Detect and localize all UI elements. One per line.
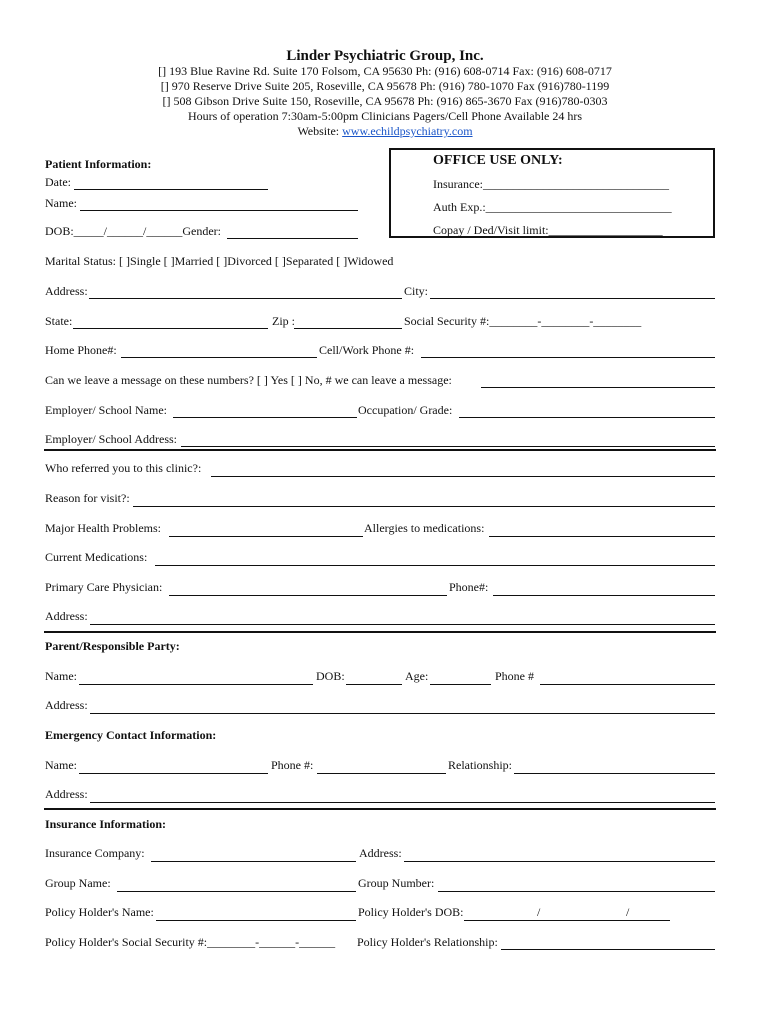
state-label: State: [45, 314, 73, 328]
state-field[interactable] [73, 328, 268, 329]
zip-label: Zip : [272, 314, 295, 328]
home-phone-label: Home Phone#: [45, 343, 117, 357]
leave-message-label[interactable]: Can we leave a message on these numbers? [ ] Yes [ ] No, # we can leave a message: [45, 373, 452, 387]
patient-info-heading: Patient Information: [45, 157, 152, 171]
ssn-field[interactable]: Social Security #:________-________-________ [404, 314, 642, 328]
website-link[interactable]: www.echildpsychiatry.com [342, 124, 473, 138]
emergency-heading: Emergency Contact Information: [45, 728, 217, 742]
address-line-1: [] 193 Blue Ravine Rd. Suite 170 Folsom, CA 95630 Ph: (916) 608-0714 Fax: (916) 608-0717 [158, 64, 612, 78]
health-problems-field[interactable] [169, 536, 363, 537]
dob-slash: / [626, 905, 630, 919]
parent-phone-label: Phone # [495, 669, 534, 683]
message-number-field[interactable] [481, 387, 715, 388]
insurance-heading: Insurance Information: [45, 817, 167, 831]
employer-label: Employer/ School Name: [45, 403, 167, 417]
section-divider [44, 449, 716, 451]
parent-phone-field[interactable] [540, 684, 715, 685]
insurance-company-label: Insurance Company: [45, 846, 145, 860]
hours-line: Hours of operation 7:30am-5:00pm Clinicians Pagers/Cell Phone Available 24 hrs [187, 109, 583, 123]
emergency-address-label: Address: [45, 787, 88, 801]
office-use-box [389, 148, 715, 238]
website-line [0, 124, 770, 139]
emergency-name-field[interactable] [79, 773, 268, 774]
reason-field[interactable] [133, 506, 715, 507]
holder-name-label: Policy Holder's Name: [45, 905, 154, 919]
holder-name-field[interactable] [156, 920, 356, 921]
insurance-company-field[interactable] [151, 861, 356, 862]
parent-name-field[interactable] [79, 684, 313, 685]
insurance-address-field[interactable] [404, 861, 715, 862]
pcp-phone-label: Phone#: [449, 580, 489, 594]
parent-name-label: Name: [45, 669, 77, 683]
allergies-label: Allergies to medications: [364, 521, 485, 535]
group-name-label: Group Name: [45, 876, 111, 890]
zip-field[interactable] [294, 328, 402, 329]
address-label: Address: [45, 284, 88, 298]
relationship-field[interactable] [514, 773, 715, 774]
office-insurance-field[interactable]: Insurance:_______________________________ [433, 177, 669, 191]
emergency-phone-label: Phone #: [271, 758, 314, 772]
website-label: Website: [297, 124, 343, 138]
address-line-2: [] 970 Reserve Drive Suite 205, Roseville, CA 95678 Ph: (916) 780-1070 Fax (916)780-1199 [160, 79, 610, 93]
group-number-field[interactable] [438, 891, 715, 892]
name-field[interactable] [80, 210, 358, 211]
office-auth-field[interactable]: Auth Exp.:_______________________________ [433, 200, 672, 214]
pcp-address-label: Address: [45, 609, 88, 623]
allergies-field[interactable] [489, 536, 715, 537]
address-line-3: [] 508 Gibson Drive Suite 150, Roseville, CA 95678 Ph: (916) 865-3670 Fax (916)780-0303 [162, 94, 608, 108]
health-problems-label: Major Health Problems: [45, 521, 161, 535]
emergency-address-field[interactable] [90, 802, 715, 803]
parent-address-field[interactable] [90, 713, 715, 714]
section-divider [44, 808, 716, 810]
name-label: Name: [45, 196, 77, 210]
parent-heading: Parent/Responsible Party: [45, 639, 180, 653]
parent-age-label: Age: [405, 669, 429, 683]
medications-field[interactable] [155, 565, 715, 566]
cell-phone-field[interactable] [421, 357, 715, 358]
referred-field[interactable] [211, 476, 715, 477]
office-use-title: OFFICE USE ONLY: [433, 153, 563, 168]
employer-field[interactable] [173, 417, 357, 418]
pcp-field[interactable] [169, 595, 447, 596]
home-phone-field[interactable] [121, 357, 317, 358]
group-number-label: Group Number: [358, 876, 435, 890]
gender-field[interactable] [227, 238, 358, 239]
medications-label: Current Medications: [45, 550, 148, 564]
clinic-header [0, 49, 770, 139]
holder-relationship-field[interactable] [501, 949, 715, 950]
group-name-field[interactable] [117, 891, 356, 892]
section-divider [44, 631, 716, 633]
reason-label: Reason for visit?: [45, 491, 130, 505]
parent-address-label: Address: [45, 698, 88, 712]
date-field[interactable] [74, 189, 268, 190]
holder-dob-label: Policy Holder's DOB: [358, 905, 464, 919]
relationship-label: Relationship: [448, 758, 512, 772]
parent-age-field[interactable] [430, 684, 491, 685]
cell-phone-label: Cell/Work Phone #: [319, 343, 415, 357]
holder-ssn-field[interactable]: Policy Holder's Social Security #:________-______-______ [45, 935, 336, 949]
dob-gender-label: DOB:_____/______/______Gender: [45, 224, 221, 238]
pcp-address-field[interactable] [90, 624, 715, 625]
employer-address-field[interactable] [181, 446, 715, 447]
pcp-label: Primary Care Physician: [45, 580, 163, 594]
insurance-address-label: Address: [359, 846, 402, 860]
city-label: City: [404, 284, 429, 298]
occupation-label: Occupation/ Grade: [358, 403, 453, 417]
office-copay-field[interactable]: Copay / Ded/Visit limit:___________________ [433, 223, 663, 237]
holder-relationship-label: Policy Holder's Relationship: [357, 935, 498, 949]
emergency-phone-field[interactable] [317, 773, 446, 774]
marital-status-options[interactable]: Marital Status: [ ]Single [ ]Married [ ]Divorced [ ]Separated [ ]Widowed [45, 254, 394, 268]
occupation-field[interactable] [459, 417, 715, 418]
clinic-name: Linder Psychiatric Group, Inc. [286, 48, 484, 64]
emergency-name-label: Name: [45, 758, 77, 772]
employer-address-label: Employer/ School Address: [45, 432, 177, 446]
date-label: Date: [45, 175, 71, 189]
parent-dob-field[interactable] [346, 684, 402, 685]
referred-label: Who referred you to this clinic?: [45, 461, 202, 475]
address-field[interactable] [89, 298, 402, 299]
city-field[interactable] [430, 298, 715, 299]
dob-slash: / [537, 905, 541, 919]
pcp-phone-field[interactable] [493, 595, 715, 596]
holder-dob-field[interactable] [464, 920, 670, 921]
parent-dob-label: DOB: [316, 669, 345, 683]
